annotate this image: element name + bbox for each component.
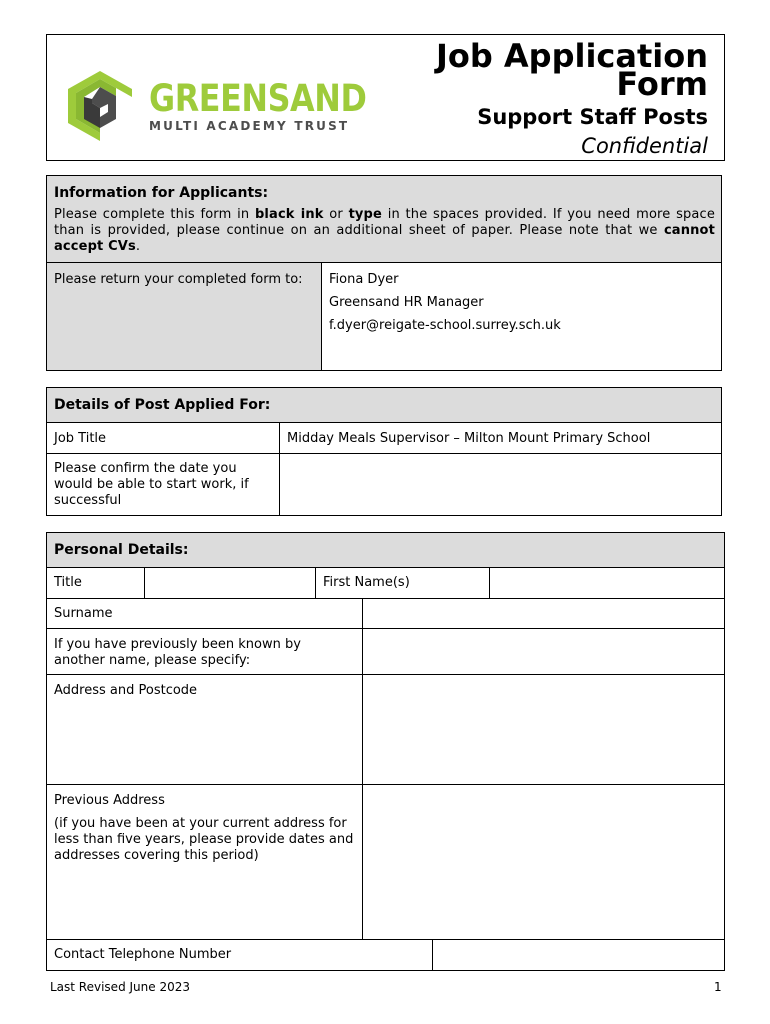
return-contact-cell — [321, 262, 722, 371]
prev-address-field[interactable] — [362, 784, 725, 940]
address-label-cell — [46, 674, 363, 785]
post-section-header — [46, 387, 722, 423]
contact-role: Greensand HR Manager — [329, 295, 484, 310]
footer-page-number: 1 — [714, 980, 722, 994]
info-heading: Information for Applicants: — [54, 185, 269, 201]
info-text: Please complete this form in black ink or type in the spaces provided. If you need more space than is provided, please continue on an additional sheet of paper. Please note that we cannot accept CVs. — [54, 207, 715, 254]
first-names-label: First Name(s) — [323, 575, 410, 590]
job-title-value: Midday Meals Supervisor – Milton Mount Primary School — [287, 431, 651, 446]
prev-address-label: Previous Address — [54, 793, 165, 808]
start-date-label: Please confirm the date you would be able to start work, if successful — [54, 461, 249, 508]
personal-section-header — [46, 532, 725, 568]
title-field[interactable] — [144, 567, 316, 599]
logo-name: GREENSAND — [149, 77, 367, 120]
form-subtitle: Support Staff Posts — [477, 105, 708, 129]
surname-label-cell — [46, 598, 363, 629]
return-label: Please return your completed form to: — [54, 272, 303, 287]
known-by-label-cell — [46, 628, 363, 675]
logo-subtitle: MULTI ACADEMY TRUST — [149, 119, 350, 133]
first-names-label-cell — [315, 567, 490, 599]
surname-field[interactable] — [362, 598, 725, 629]
known-by-label: If you have previously been known by another name, please specify: — [54, 637, 301, 668]
post-heading: Details of Post Applied For: — [54, 397, 271, 413]
title-label-cell — [46, 567, 145, 599]
form-title-line2: Form — [616, 65, 708, 103]
prev-address-note: (if you have been at your current address for less than five years, please provide dates and addresses covering this period) — [54, 816, 354, 863]
greensand-logo-icon — [66, 69, 134, 143]
confidential-label: Confidential — [581, 134, 708, 158]
surname-label: Surname — [54, 606, 113, 621]
phone-label-cell — [46, 939, 433, 971]
first-names-field[interactable] — [489, 567, 725, 599]
contact-email[interactable]: f.dyer@reigate-school.surrey.sch.uk — [329, 318, 561, 333]
header-box — [46, 34, 725, 161]
prev-address-label-cell — [46, 784, 363, 940]
personal-heading: Personal Details: — [54, 542, 189, 558]
contact-name: Fiona Dyer — [329, 272, 399, 287]
job-title-label-cell — [46, 422, 280, 454]
known-by-field[interactable] — [362, 628, 725, 675]
title-label: Title — [54, 575, 82, 590]
phone-label: Contact Telephone Number — [54, 947, 232, 962]
job-title-label: Job Title — [54, 431, 107, 446]
footer-revised: Last Revised June 2023 — [50, 980, 190, 994]
start-date-label-cell — [46, 453, 280, 516]
address-field[interactable] — [362, 674, 725, 785]
address-label: Address and Postcode — [54, 683, 198, 698]
phone-field[interactable] — [432, 939, 725, 971]
return-label-cell — [46, 262, 322, 371]
start-date-field[interactable] — [279, 453, 722, 516]
form-title-line1: Job Application — [435, 37, 708, 75]
job-title-field[interactable] — [279, 422, 722, 454]
